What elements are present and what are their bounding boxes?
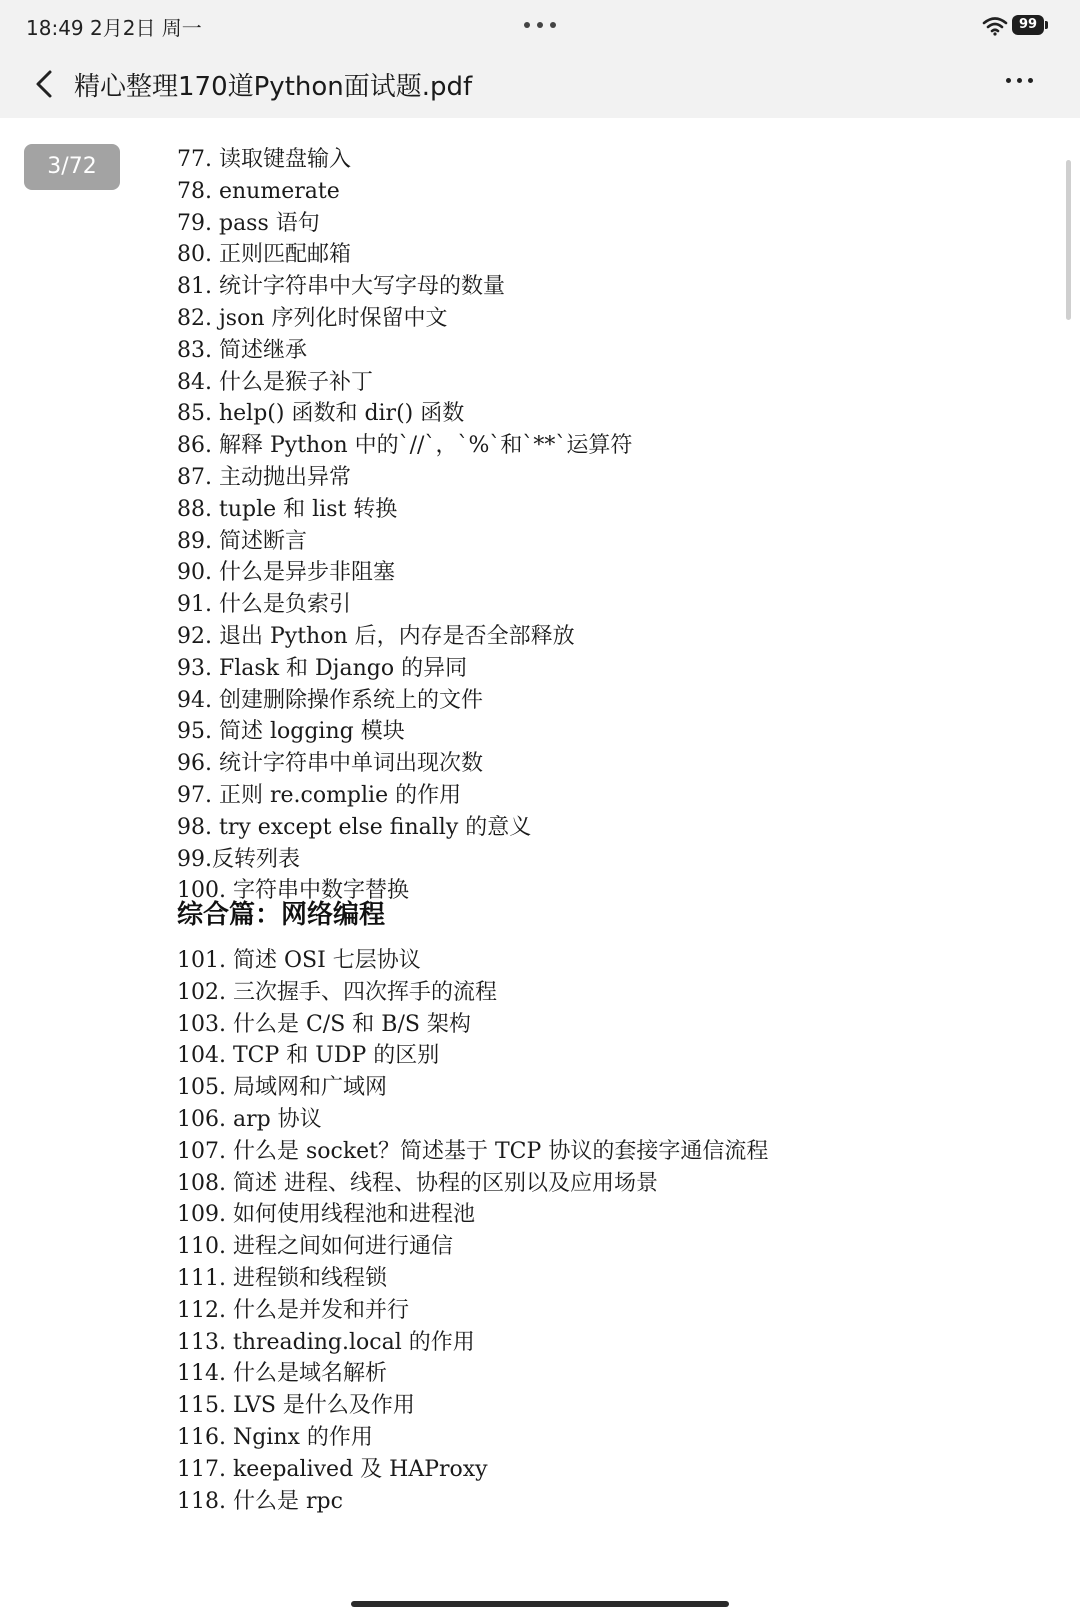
section-heading: 综合篇：网络编程 — [177, 900, 386, 930]
list-item: 104. TCP 和 UDP 的区别 — [177, 1043, 440, 1069]
multitask-dots-icon[interactable] — [524, 22, 556, 28]
list-item: 79. pass 语句 — [177, 210, 320, 236]
list-item: 98. try except else finally 的意义 — [177, 814, 532, 840]
list-item: 77. 读取键盘输入 — [177, 147, 351, 172]
document-title: 精心整理170道Python面试题.pdf — [74, 72, 473, 102]
list-item: 92. 退出 Python 后，内存是否全部释放 — [177, 623, 575, 649]
list-item: 109. 如何使用线程池和进程池 — [177, 1202, 475, 1228]
list-item: 83. 简述继承 — [177, 337, 307, 363]
list-item: 78. enumerate — [177, 178, 340, 204]
list-item: 100. 字符串中数字替换 — [177, 878, 409, 904]
list-item: 97. 正则 re.complie 的作用 — [177, 782, 462, 808]
list-item: 110. 进程之间如何进行通信 — [177, 1234, 453, 1260]
nav-bar — [0, 52, 1080, 116]
status-bar — [0, 0, 1080, 48]
list-item: 111. 进程锁和线程锁 — [177, 1265, 387, 1291]
list-item: 88. tuple 和 list 转换 — [177, 496, 398, 522]
list-item: 96. 统计字符串中单词出现次数 — [177, 751, 483, 777]
list-item: 94. 创建删除操作系统上的文件 — [177, 687, 483, 713]
list-item: 102. 三次握手、四次挥手的流程 — [177, 979, 497, 1005]
list-item: 90. 什么是异步非阻塞 — [177, 560, 395, 586]
battery-icon: 99 — [1012, 15, 1044, 35]
list-item: 87. 主动抛出异常 — [177, 464, 351, 490]
list-item: 93. Flask 和 Django 的异同 — [177, 655, 468, 681]
list-item: 116. Nginx 的作用 — [177, 1424, 373, 1450]
more-options-icon[interactable] — [1006, 78, 1033, 83]
list-item: 114. 什么是域名解析 — [177, 1361, 387, 1387]
question-list-part1 — [177, 144, 632, 907]
list-item: 103. 什么是 C/S 和 B/S 架构 — [177, 1011, 471, 1037]
top-chrome — [0, 0, 1080, 118]
back-arrow-icon[interactable] — [30, 66, 60, 102]
wifi-icon — [982, 16, 1008, 36]
list-item: 86. 解释 Python 中的`//`，`%`和`**`运算符 — [177, 433, 633, 459]
page-indicator: 3/72 — [24, 144, 120, 190]
list-item: 89. 简述断言 — [177, 528, 307, 554]
list-item: 112. 什么是并发和并行 — [177, 1297, 409, 1323]
scrollbar[interactable] — [1066, 160, 1071, 320]
home-indicator[interactable] — [351, 1601, 729, 1607]
list-item: 101. 简述 OSI 七层协议 — [177, 948, 421, 973]
list-item: 118. 什么是 rpc — [177, 1488, 343, 1514]
list-item: 113. threading.local 的作用 — [177, 1329, 475, 1355]
list-item: 82. json 序列化时保留中文 — [177, 305, 448, 331]
list-item: 106. arp 协议 — [177, 1106, 322, 1132]
list-item: 81. 统计字符串中大写字母的数量 — [177, 274, 505, 300]
list-item: 115. LVS 是什么及作用 — [177, 1393, 415, 1419]
list-item: 85. help() 函数和 dir() 函数 — [177, 401, 465, 427]
list-item: 84. 什么是猴子补丁 — [177, 369, 373, 395]
status-time: 18:49 2月2日 周一 — [26, 16, 202, 40]
list-item: 99.反转列表 — [177, 846, 300, 872]
list-item: 107. 什么是 socket？简述基于 TCP 协议的套接字通信流程 — [177, 1138, 769, 1164]
list-item: 108. 简述 进程、线程、协程的区别以及应用场景 — [177, 1170, 658, 1196]
pdf-page-view[interactable] — [0, 118, 1080, 1617]
list-item: 80. 正则匹配邮箱 — [177, 242, 351, 268]
list-item: 117. keepalived 及 HAProxy — [177, 1456, 488, 1482]
question-list-part2 — [177, 945, 768, 1517]
list-item: 91. 什么是负索引 — [177, 592, 351, 618]
list-item: 105. 局域网和广域网 — [177, 1075, 387, 1101]
list-item: 95. 简述 logging 模块 — [177, 719, 405, 745]
